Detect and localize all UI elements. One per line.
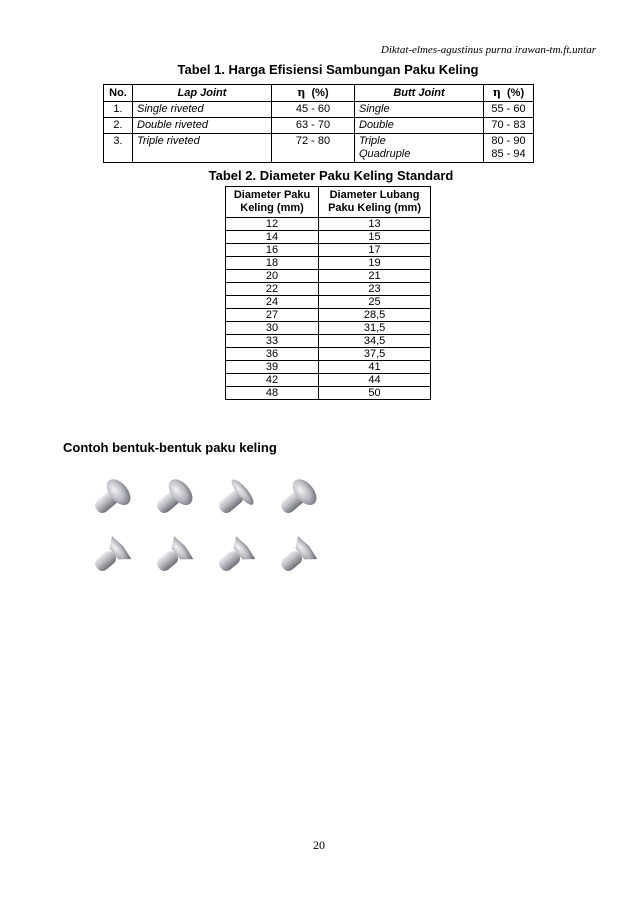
rivet-diameter-cell: 42 (226, 374, 319, 387)
row-lap-efficiency-text: 72 - 80 (295, 135, 331, 147)
row-lap-joint (133, 102, 272, 118)
rivet-diameter-cell: 12 (226, 218, 319, 231)
rivet-diameter-cell: 30 (226, 322, 319, 335)
rivet-flat-head-icon (211, 477, 257, 523)
rivet-efficiency-table (103, 84, 534, 163)
row-butt-joint-text: Triple (359, 135, 386, 147)
rivet-examples-heading: Contoh bentuk-bentuk paku keling (63, 440, 277, 455)
row-butt-efficiency (484, 118, 534, 134)
hole-diameter-cell: 50 (319, 387, 431, 400)
table-row (104, 134, 534, 163)
rivet-diameter-cell: 36 (226, 348, 319, 361)
row-lap-efficiency-text: 63 - 70 (295, 119, 331, 131)
row-lap-efficiency (272, 118, 355, 134)
table-row (226, 387, 431, 400)
rivet-diameter-table (225, 186, 431, 400)
eta-symbol: η (492, 86, 501, 99)
header-no: No. (104, 85, 133, 102)
row-butt-efficiency (484, 134, 534, 163)
row-butt-joint-text: Double (359, 119, 394, 131)
table-row (226, 361, 431, 374)
header-line: Diameter Paku (233, 189, 311, 201)
header-eta-lap (272, 85, 355, 102)
table-header-row (104, 85, 534, 102)
row-butt-efficiency (484, 102, 534, 118)
hole-diameter-cell: 19 (319, 257, 431, 270)
hole-diameter-cell: 41 (319, 361, 431, 374)
table-row (226, 309, 431, 322)
rivet-diameter-cell: 48 (226, 387, 319, 400)
rivet-countersunk-head-icon (274, 535, 319, 580)
header-line: Keling (mm) (240, 202, 304, 214)
row-butt-efficiency-text: 55 - 60 (491, 103, 526, 115)
row-lap-efficiency-text: 45 - 60 (295, 103, 331, 115)
rivet-round-head-icon (88, 475, 136, 522)
table-row (226, 374, 431, 387)
rivet-diameter-cell: 24 (226, 296, 319, 309)
table-row (226, 296, 431, 309)
rivet-examples-illustration (76, 468, 336, 584)
row-lap-efficiency (272, 134, 355, 163)
row-no-text: 2. (113, 119, 123, 131)
table-row (226, 270, 431, 283)
table-row (226, 231, 431, 244)
row-no (104, 102, 133, 118)
row-no-text: 1. (113, 103, 123, 115)
hole-diameter-cell: 31,5 (319, 322, 431, 335)
row-lap-joint-text: Single riveted (137, 103, 204, 115)
row-no-text: 3. (113, 135, 123, 147)
rivet-diameter-cell: 20 (226, 270, 319, 283)
rivet-diameter-cell: 39 (226, 361, 319, 374)
row-butt-joint-text: Single (359, 103, 390, 115)
hole-diameter-cell: 17 (319, 244, 431, 257)
header-eta-butt (484, 85, 534, 102)
header-line: Paku Keling (mm) (328, 202, 421, 214)
header-hole-diameter (319, 187, 431, 218)
table-row (226, 335, 431, 348)
table-row (104, 102, 534, 118)
row-butt-efficiency-text: 85 - 94 (491, 148, 526, 160)
header-line: Diameter Lubang (329, 189, 420, 201)
rivet-diameter-cell: 16 (226, 244, 319, 257)
hole-diameter-cell: 23 (319, 283, 431, 296)
hole-diameter-cell: 25 (319, 296, 431, 309)
hole-diameter-cell: 28,5 (319, 309, 431, 322)
header-rivet-diameter (226, 187, 319, 218)
eta-unit: (%) (507, 87, 525, 99)
table-row (226, 283, 431, 296)
rivet-diameter-cell: 33 (226, 335, 319, 348)
table-row (104, 118, 534, 134)
row-butt-joint (355, 102, 484, 118)
row-lap-efficiency (272, 102, 355, 118)
hole-diameter-cell: 44 (319, 374, 431, 387)
hole-diameter-cell: 21 (319, 270, 431, 283)
rivet-round-head-icon (150, 475, 198, 522)
table-row (226, 244, 431, 257)
row-no (104, 134, 133, 163)
eta-symbol: η (297, 86, 306, 99)
table-row (226, 322, 431, 335)
page-header: Diktat-elmes-agustinus purna irawan-tm.ft.untar (380, 44, 596, 56)
page-number: 20 (313, 838, 325, 852)
eta-unit: (%) (311, 87, 329, 99)
table-header-row (226, 187, 431, 218)
table2-title: Tabel 2. Diameter Paku Keling Standard (208, 168, 454, 183)
row-lap-joint (133, 118, 272, 134)
rivet-countersunk-head-icon (88, 535, 133, 580)
rivet-diameter-cell: 18 (226, 257, 319, 270)
row-butt-joint-text: Quadruple (359, 148, 411, 160)
table1-title: Tabel 1. Harga Efisiensi Sambungan Paku Keling (177, 62, 479, 77)
rivet-round-head-icon (274, 475, 322, 522)
table-row (226, 257, 431, 270)
row-butt-joint (355, 134, 484, 163)
row-lap-joint-text: Double riveted (137, 119, 208, 131)
hole-diameter-cell: 37,5 (319, 348, 431, 361)
hole-diameter-cell: 13 (319, 218, 431, 231)
rivet-countersunk-head-icon (212, 535, 257, 580)
rivet-diameter-cell: 27 (226, 309, 319, 322)
row-butt-efficiency-text: 80 - 90 (491, 135, 526, 147)
header-lap-joint: Lap Joint (133, 85, 272, 102)
hole-diameter-cell: 34,5 (319, 335, 431, 348)
row-butt-joint (355, 118, 484, 134)
row-lap-joint (133, 134, 272, 163)
row-butt-efficiency-text: 70 - 83 (491, 119, 526, 131)
row-lap-joint-text: Triple riveted (137, 135, 200, 147)
rivet-countersunk-head-icon (150, 535, 195, 580)
table-row (226, 348, 431, 361)
row-no (104, 118, 133, 134)
table-row (226, 218, 431, 231)
rivet-diameter-cell: 14 (226, 231, 319, 244)
hole-diameter-cell: 15 (319, 231, 431, 244)
header-butt-joint: Butt Joint (355, 85, 484, 102)
rivet-diameter-cell: 22 (226, 283, 319, 296)
